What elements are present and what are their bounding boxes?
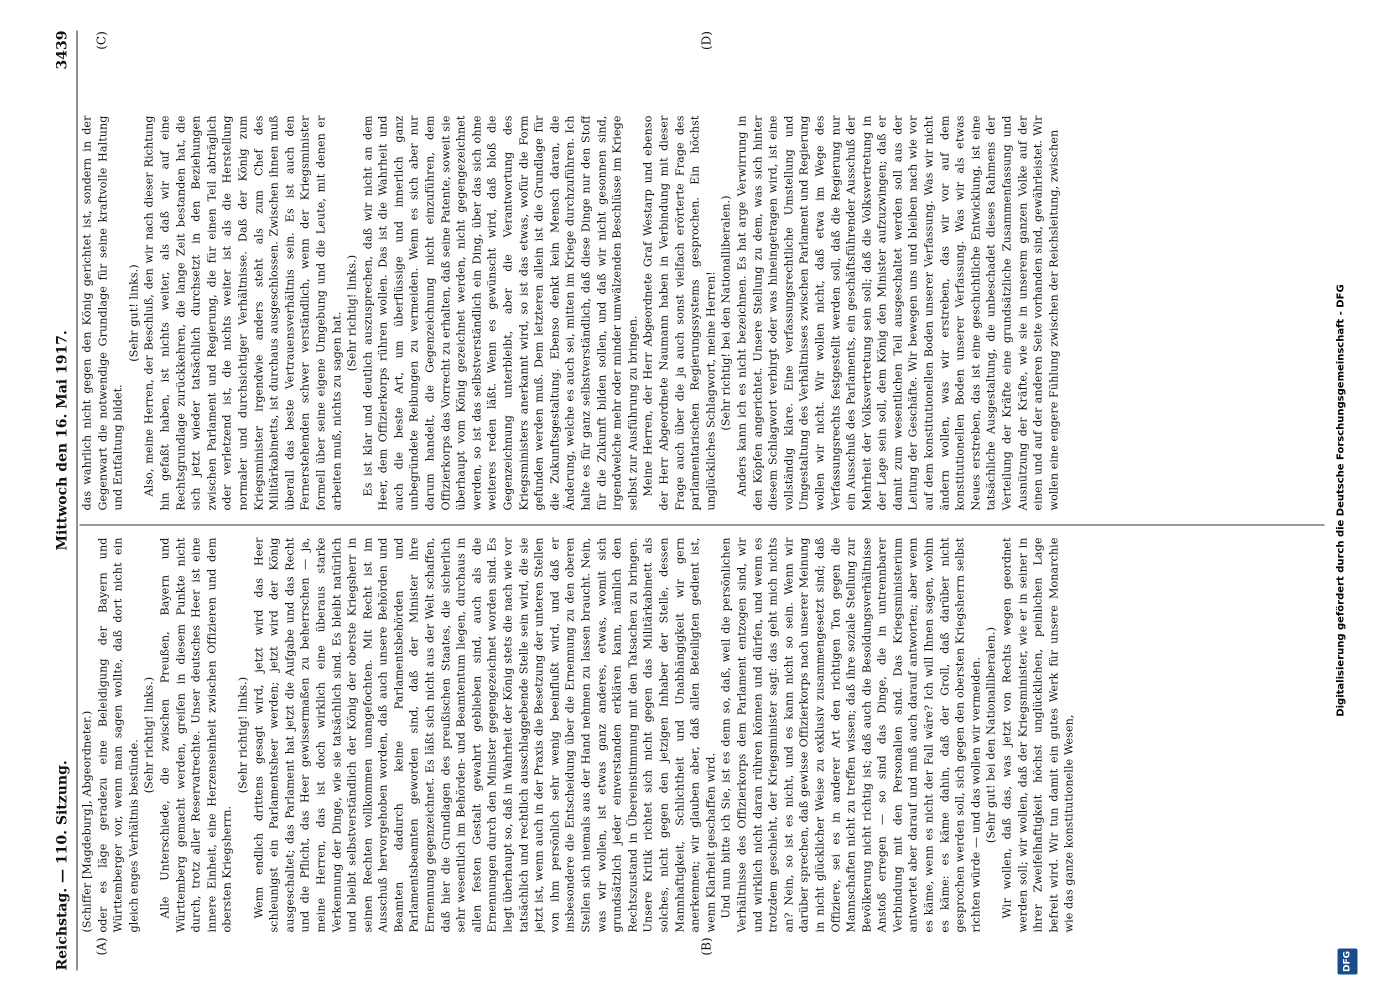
column_left-paragraph: Alle Unterschiede, die zwischen Preußen, Bayern und Württemberg gemacht werden, greifen in diesem Punkte nicht durch, trotz aller Reservatrechte. Unser deutsches Heer ist eine innere Einheit, eine Herzenseinheit zwischen Offizieren und dem obersten Kriegsherrn. xyxy=(158,537,234,933)
header-date: Mittwoch den 16. Mai 1917. xyxy=(54,330,71,551)
column_left-paragraph: (Schiffer [Magdeburg], Abgeordneter.) xyxy=(80,710,94,933)
margin-mark-d: (D) xyxy=(699,31,714,50)
column_right-paragraph: Es ist klar und deutlich auszusprechen, daß wir nicht an dem Heer, dem Offizierkorps rühren wollen. Das ist die Wahrheit und auch die beste Art, um überflüssige und innerlich ganz unbegründete Reibungen zu vermeiden. Wenn es sich aber nur darum handelt, die Gegenzeichnung nicht einzuführen, dem Offizierkorps das Vorrecht zu erhalten, daß seine Patente, soweit sie überhaupt vom König gezeichnet werden, nicht gegengezeichnet werden, so ist das selbstverständlich ein Ding, über das sich ohne weiteres reden läßt. Wenn es gewünscht wird, daß bloß die Gegenzeichnung unterbleibt, aber die Verantwortung des Kriegsministers anerkannt wird, so ist das etwas, wofür die Form gefunden werden muß. Dem letzteren allein ist die Grundlage für die Zukunftsgestaltung. Ebenso denkt kein Mensch daran, die Änderung, welche es auch sei, mitten im Kriege durchzuführen. Ich halte es für ganz selbstverständlich, daß diese Dinge nur den Stoff für die Zukunft bilden sollen, und daß wir nicht gesonnen sind, irgendwelche mehr oder minder umwälzenden Beschlüsse im Kriege selbst zur Ausführung zu bringen. xyxy=(361,115,640,511)
header-session: Reichstag. — 110. Sitzung. xyxy=(54,760,71,971)
column_left-paragraph: oder es läge geradezu eine Beleidigung der Bayern und Württemberger vor, wenn man sagen wollte, daß dort nicht ein gleich enges Verhältnis bestünde. xyxy=(96,537,141,933)
column_right-paragraph: das wahrlich nicht gegen den König gerichtet ist, sondern in der Gegenwart die notwendige Grundlage für seine kraftvolle Haltung und Entfaltung bildet. xyxy=(80,115,125,511)
text-column-right xyxy=(80,116,1325,511)
column_left-paragraph: Wir wollen, daß das, was jetzt von Rechts wegen geordnet werden soll; wir wollen, daß der Kriegsminister, wie er in seiner in ihrer Zweifelhaftigkeit höchst unglücklichen, peinlichen Lage befreit wird. Wir tun damit ein gutes Werk für unsere Monarchie wie das ganze konstitutionelle Wesen, xyxy=(1000,537,1076,933)
column_right-paragraph: (Sehr richtig! links.) xyxy=(345,254,359,372)
margin-mark-c: (C) xyxy=(94,31,109,50)
column_right-paragraph: Meine Herren, der Herr Abgeordnete Graf Westarp und ebenso der Herr Abgeordnete Naumann haben in Verbindung mit dieser Frage auch über die ja auch sonst vielfach erörterte Frage des parlamentarischen Regierungssystems gesprochen. Ein höchst unglückliches Schlagwort, meine Herren! xyxy=(641,115,718,511)
rotated-page xyxy=(0,21,1383,981)
column_left-paragraph: (Sehr richtig! links.) xyxy=(142,676,156,794)
column_right-paragraph: Also, meine Herren, der Beschluß, den wir nach dieser Richtung hin gefaßt haben, ist nichts weiter, als daß wir auf eine Rechtsgrundlage zurückkehren, die lange Zeit bestanden hat, die sich jetzt wieder tatsächlich durchsetzt in den Beziehungen zwischen Parlament und Regierung, die für einen Teil abträglich oder verletzend ist, die nichts weiter ist als die Herstellung normaler und durchsichtiger Verhältnisse. Daß der König zum Kriegsminister irgendwie anders steht als zum Chef des Militärkabinetts, ist durchaus ausgeschlossen. Zwischen ihnen muß überall das beste Vertrauensverhältnis sein. Es ist auch den Fernerstehenden schwer verständlich, wenn der Kriegsminister formell über seine eigene Umgebung und die Leute, mit denen er arbeiten muß, nichts zu sagen hat. xyxy=(142,115,343,511)
text-column-left xyxy=(80,538,1325,933)
page-number: 3439 xyxy=(54,30,71,70)
digitization-note: Digitalisierung gefördert durch die Deutsche Forschungsgemeinschaft - DFG xyxy=(1335,284,1347,717)
dfg-logo: DFG xyxy=(1338,949,1358,975)
margin-mark-a: (A) xyxy=(94,937,109,956)
column_left-paragraph: Wenn endlich drittens gesagt wird, jetzt wird das Heer schleunigst ein Parlamentsheer werden; jetzt wird der König ausgeschaltet; das Parlament hat jetzt die Aufgabe und das Recht und die Pflicht, das Heer gewissermaßen zu beherrschen — ja, meine Herren, das ist doch wirklich eine überaus starke Verkennung der Dinge, wie sie tatsächlich sind. Es bleibt natürlich und bleibt selbstverständlich der König der oberste Kriegsherr in seinen Rechten vollkommen unangefochten. Mit Recht ist im Ausschuß hervorgehoben worden, daß auch unsere Behörden und Beamten dadurch keine Parlamentsbehörden und Parlamentsbeamten geworden sind, daß der Minister ihre Ernennung gegenzeichnet. Es läßt sich nicht aus der Welt schaffen, daß hier die Grundlagen des preußischen Staates, die sicherlich sehr wesentlich im Behörden- und Beamtentum liegen, durchaus in allen festen Gestalt gewahrt geblieben sind, auch als die Ernennungen durch den Minister gegengezeichnet worden sind. Es liegt überhaupt so, daß in Wahrheit der König stets die nach wie vor tatsächlich und rechtlich ausschlaggebende Stelle sein wird, die sie jetzt ist, wenn auch in der Praxis die Besetzung der unteren Stellen von ihm persönlich sehr wenig beeinflußt wird, und daß er insbesondere die Entscheidung über die Ernennung zu den oberen Stellen sich niemals aus der Hand nehmen zu lassen braucht. Nein, was wir wollen, ist etwas ganz anderes, etwas, womit sich grundsätzlich jeder einverstanden erklären kann, nämlich den Rechtszustand in Übereinstimmung mit den Tatsachen zu bringen. Unsere Kritik richtet sich nicht gegen das Militärkabinett als solches, nicht gegen den jetzigen Inhaber der Stelle, dessen Mannhaftigkeit, Schlichtheit und Unabhängigkeit wir gern anerkennen; wir glauben aber, daß allen Beteiligten gedient ist, wenn Klarheit geschaffen wird. xyxy=(252,537,718,933)
column_left-paragraph: (Sehr gut! bei den Nationalliberalen.) xyxy=(984,626,998,844)
header-rule xyxy=(77,31,78,971)
column_right-paragraph: Anders kann ich es nicht bezeichnen. Es hat arge Verwirrung in den Köpfen angerichtet. Unsere Stellung zu dem, was sich hinter diesem Schlagwort verbirgt oder was hineingetragen wird, ist eine vollständig klare. Eine verfassungsrechtliche Umstellung und Umgestaltung des Verhältnisses zwischen Parlament und Regierung wollen wir nicht. Wir wollen nicht, daß etwa im Wege des Verfassungsrechts festgestellt werden soll, daß die Regierung nur ein Ausschuß des Parlaments, ein geschäftsführender Ausschuß der Mehrheit der Volksvertretung sein soll; daß die Volksvertretung in der Lage sein soll, dem König den Minister aufzuzwingen; daß er damit zum wesentlichen Teil ausgeschaltet werden soll aus der Leitung der Geschäfte. Wir bewegen uns und bleiben nach wie vor auf dem konstitutionellen Boden unserer Verfassung. Was wir nicht ändern wollen, was wir erstreben, das wir vor auf dem konstitutionellen Boden unserer Verfassung. Was wir als etwas Neues erstreben, das ist eine geschichtliche Entwicklung, ist eine tatsächliche Ausgestaltung, die unbeschadet dieses Rahmens der Verteilung der Kräfte eine grundsätzliche Zusammenfassung und Ausnützung der Kräfte, wie sie in unserem ganzen Volke auf der einen und auf der anderen Seite vorhanden sind, gewährleistet. Wir wollen eine engere Fühlung zwischen der Reichsleitung, zwischen xyxy=(735,115,1061,511)
page-header xyxy=(55,21,75,981)
column_left-paragraph: Und nun bitte ich Sie, ist es denn so, daß, weil die persönlichen Verhältnisse des Offizierkorps dem Parlament entzogen sind, wir und wirklich nicht daran rühren können und dürfen, und wenn es trotzdem geschieht, der Kriegsminister sagt: das geht mich nichts an? Nein, so ist es nicht, und es kann nicht so sein. Wenn wir darüber sprechen, daß gewisse Offizierkorps nach unserer Meinung in nicht glücklicher Weise zu exklusiv zusammengesetzt sind; daß Offiziere, sei es in anderer Art den richtigen Ton gegen die Mannschaften nicht zu treffen wissen; daß ihre soziale Stellung zur Bevölkerung nicht richtig ist; daß auch die Besoldungsverhältnisse Anstoß erregen — so sind das Dinge, die in untrennbarer Verbindung mit den Personalien sind. Das Kriegsministerium antwortet aber darauf und muß auch darauf antworten; aber wenn es käme, wenn es nicht der Fall wäre? Ich will Ihnen sagen, wohin es käme: es käme dahin, daß der Groll, daß darüber nicht gesprochen werden soll, sich gegen den obersten Kriegsherrn selbst richten würde — und das wollen wir vermeiden. xyxy=(719,537,983,933)
margin-mark-b: (B) xyxy=(699,937,714,956)
column_right-paragraph: (Sehr richtig! bei den Nationalliberalen.) xyxy=(719,195,733,431)
column_left-paragraph: (Sehr richtig! links.) xyxy=(236,676,250,794)
column_right-paragraph: (Sehr gut! links.) xyxy=(127,264,141,362)
column-separator xyxy=(80,525,1325,526)
